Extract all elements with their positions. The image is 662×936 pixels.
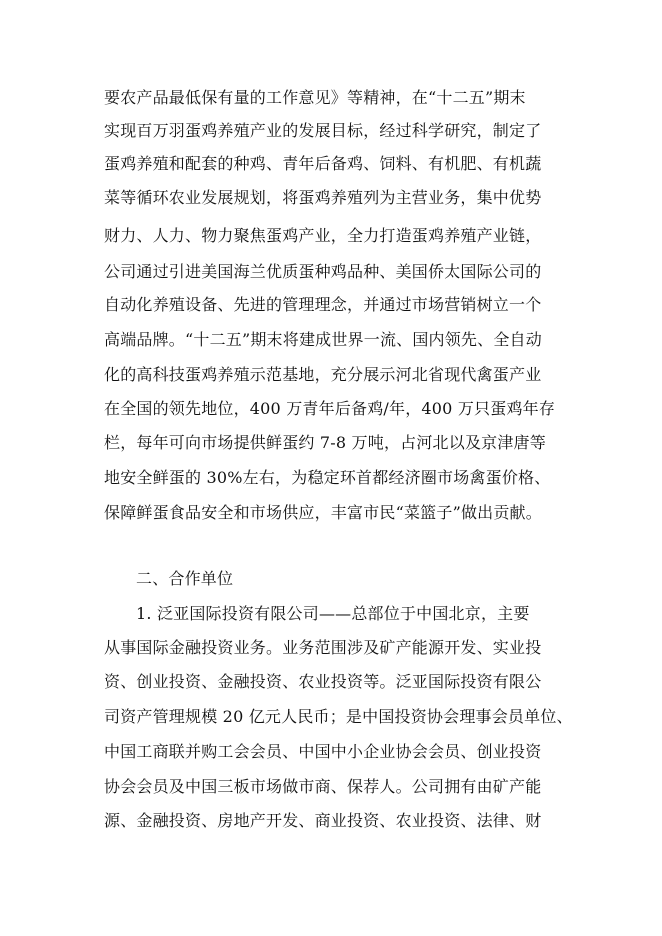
paragraph-line: 保障鲜蛋食品安全和市场供应，丰富市民“菜篮子”做出贡献。 xyxy=(104,503,542,522)
paragraph-line: 公司通过引进美国海兰优质蛋种鸡品种、美国侨太国际公司的 xyxy=(104,262,542,281)
paragraph-line: 财力、人力、物力聚焦蛋鸡产业，全力打造蛋鸡养殖产业链， xyxy=(104,226,542,245)
paragraph-line: 在全国的领先地位，400 万青年后备鸡/年，400 万只蛋鸡年存 xyxy=(104,399,556,418)
section-heading: 二、合作单位 xyxy=(136,569,234,588)
paragraph-line: 实现百万羽蛋鸡养殖产业的发展目标，经过科学研究，制定了 xyxy=(104,121,542,140)
item-line: 中国工商联并购工会会员、中国中小企业协会会员、创业投资 xyxy=(104,742,542,761)
paragraph-line: 蛋鸡养殖和配套的种鸡、青年后备鸡、饲料、有机肥、有机蔬 xyxy=(104,154,542,173)
paragraph-line: 自动化养殖设备、先进的管理理念，并通过市场营销树立一个 xyxy=(104,295,542,314)
item-line: 1. 泛亚国际投资有限公司——总部位于中国北京，主要 xyxy=(136,604,530,623)
paragraph-line: 化的高科技蛋鸡养殖示范基地，充分展示河北省现代禽蛋产业 xyxy=(104,365,542,384)
item-line: 司资产管理规模 20 亿元人民币；是中国投资协会理事会员单位、 xyxy=(104,707,573,726)
item-line: 协会会员及中国三板市场做市商、保荐人。公司拥有由矿产能 xyxy=(104,777,542,796)
paragraph-line: 高端品牌。“十二五”期末将建成世界一流、国内领先、全自动 xyxy=(104,330,542,349)
paragraph-line: 地安全鲜蛋的 30%左右，为稳定环首都经济圈市场禽蛋价格、 xyxy=(104,468,551,487)
paragraph-line: 栏，每年可向市场提供鲜蛋约 7-8 万吨，占河北以及京津唐等 xyxy=(104,433,546,452)
item-line: 资、创业投资、金融投资、农业投资等。泛亚国际投资有限公 xyxy=(104,672,542,691)
item-line: 源、金融投资、房地产开发、商业投资、农业投资、法律、财 xyxy=(104,811,542,830)
item-line: 从事国际金融投资业务。业务范围涉及矿产能源开发、实业投 xyxy=(104,638,542,657)
paragraph-line: 菜等循环农业发展规划，将蛋鸡养殖列为主营业务，集中优势 xyxy=(104,188,542,207)
paragraph-line: 要农产品最低保有量的工作意见》等精神，在“十二五”期末 xyxy=(104,88,526,107)
